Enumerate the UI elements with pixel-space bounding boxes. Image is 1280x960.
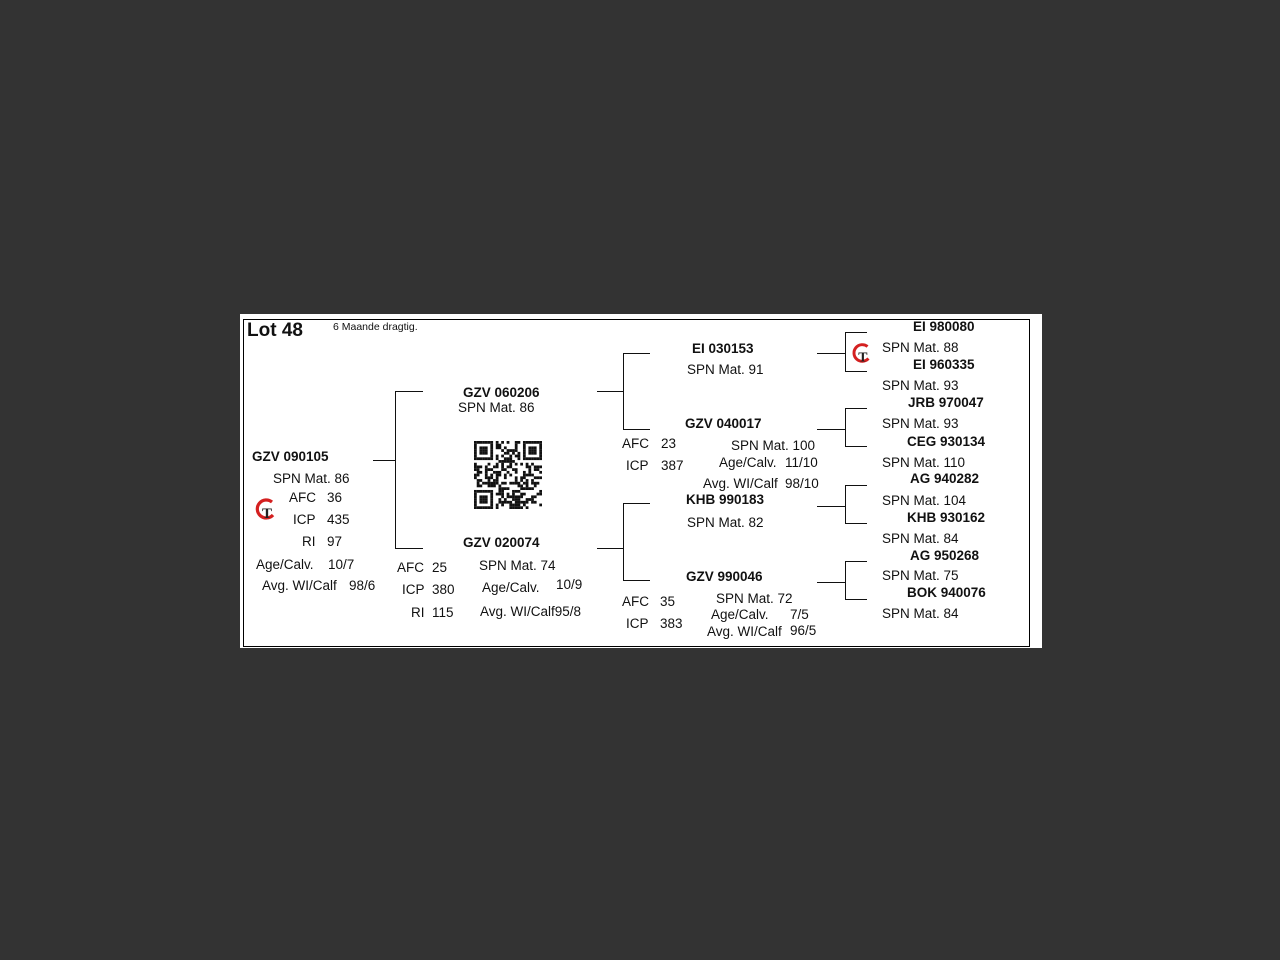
ggp-id: EI 980080 [913,319,975,334]
animal-spn: SPN Mat. 86 [273,471,350,486]
sd-id: GZV 040017 [685,416,762,431]
animal-age-label: Age/Calv. [256,557,314,572]
ggp-spn: SPN Mat. 88 [882,340,959,355]
ggp-spn: SPN Mat. 93 [882,416,959,431]
svg-text:T: T [262,506,273,522]
connector-line [395,391,423,392]
connector-line [845,561,867,562]
sd-wi-value: 98/10 [785,476,819,491]
sd-age-label: Age/Calv. [719,455,777,470]
dam-afc-value: 25 [432,560,448,575]
dam-id: GZV 020074 [463,535,540,550]
connector-line [845,371,867,372]
dd-wi-label: Avg. WI/Calf [707,624,782,639]
connector-line [623,580,650,581]
connector-line [623,503,624,580]
connector-line [623,353,624,429]
lot-number: Lot 48 [247,320,303,341]
dam-afc-label: AFC [397,560,424,575]
svg-text:T: T [858,349,868,365]
dd-wi-value: 96/5 [790,623,817,638]
connector-line [817,353,845,354]
animal-icp-value: 435 [327,512,350,527]
connector-line [845,599,867,600]
connector-line [845,446,867,447]
connector-line [845,523,867,524]
sd-age-value: 11/10 [785,455,818,470]
ggp-spn: SPN Mat. 93 [882,378,959,393]
ss-spn: SPN Mat. 91 [687,362,764,377]
sd-icp-value: 387 [661,458,684,473]
connector-line [395,391,396,548]
animal-ri-label: RI [302,534,316,549]
dd-icp-value: 383 [660,616,683,631]
ggp-spn: SPN Mat. 84 [882,606,959,621]
dam-age-label: Age/Calv. [482,580,540,595]
dam-wi: Avg. WI/Calf95/8 [480,604,582,619]
sd-icp-label: ICP [626,458,649,473]
dam-spn: SPN Mat. 74 [479,558,556,573]
animal-afc-value: 36 [327,490,343,505]
sd-wi-label: Avg. WI/Calf [703,476,778,491]
ggp-spn: SPN Mat. 75 [882,568,959,583]
dd-spn: SPN Mat. 72 [716,591,793,606]
animal-age-value: 10/7 [328,557,355,572]
connector-line [395,548,423,549]
dd-id: GZV 990046 [686,569,763,584]
dd-afc-label: AFC [622,594,649,609]
animal-wi-value: 98/6 [349,578,376,593]
connector-line [623,429,650,430]
gt-logo-icon [253,496,279,522]
connector-line [597,391,623,392]
animal-wi-label: Avg. WI/Calf [262,578,337,593]
ggp-id: AG 950268 [910,548,980,563]
dd-afc-value: 35 [660,594,676,609]
ggp-id: CEG 930134 [907,434,986,449]
ggp-id: JRB 970047 [908,395,984,410]
ggp-id: AG 940282 [910,471,980,486]
sire-spn: SPN Mat. 86 [458,400,535,415]
ggp-id: EI 960335 [913,357,975,372]
sd-afc-value: 23 [661,436,677,451]
dd-age-label: Age/Calv. [711,607,769,622]
ggp-spn: SPN Mat. 104 [882,493,967,508]
connector-line [817,429,845,430]
connector-line [845,332,867,333]
connector-line [373,460,395,461]
sire-id: GZV 060206 [463,385,540,400]
dam-icp-label: ICP [402,582,425,597]
ss-id: EI 030153 [692,341,754,356]
connector-line [817,506,845,507]
connector-line [845,408,867,409]
pregnancy-note: 6 Maande dragtig. [333,321,418,333]
connector-line [845,485,846,523]
sd-spn: SPN Mat. 100 [731,438,816,453]
connector-line [845,485,867,486]
dam-icp-value: 380 [432,582,455,597]
ggp-spn: SPN Mat. 110 [882,455,966,470]
animal-afc-label: AFC [289,490,316,505]
connector-line [845,332,846,371]
connector-line [623,353,650,354]
connector-line [597,548,623,549]
dd-age-value: 7/5 [790,607,809,622]
pedigree-sheet [240,314,1042,648]
animal-id: GZV 090105 [252,449,329,464]
animal-ri-value: 97 [327,534,343,549]
dam-age-value: 10/9 [556,577,583,592]
animal-icp-label: ICP [293,512,316,527]
connector-line [845,408,846,446]
dam-ri-value: 115 [432,605,454,620]
ds-id: KHB 990183 [686,492,765,507]
qr-code[interactable] [474,441,542,509]
sd-afc-label: AFC [622,436,649,451]
ggp-id: KHB 930162 [907,510,986,525]
ggp-id: BOK 940076 [907,585,986,600]
connector-line [845,561,846,599]
connector-line [623,503,650,504]
connector-line [817,582,845,583]
ds-spn: SPN Mat. 82 [687,515,764,530]
dam-ri-label: RI [411,605,425,620]
dd-icp-label: ICP [626,616,649,631]
ggp-spn: SPN Mat. 84 [882,531,959,546]
gt-logo-icon [850,341,874,365]
